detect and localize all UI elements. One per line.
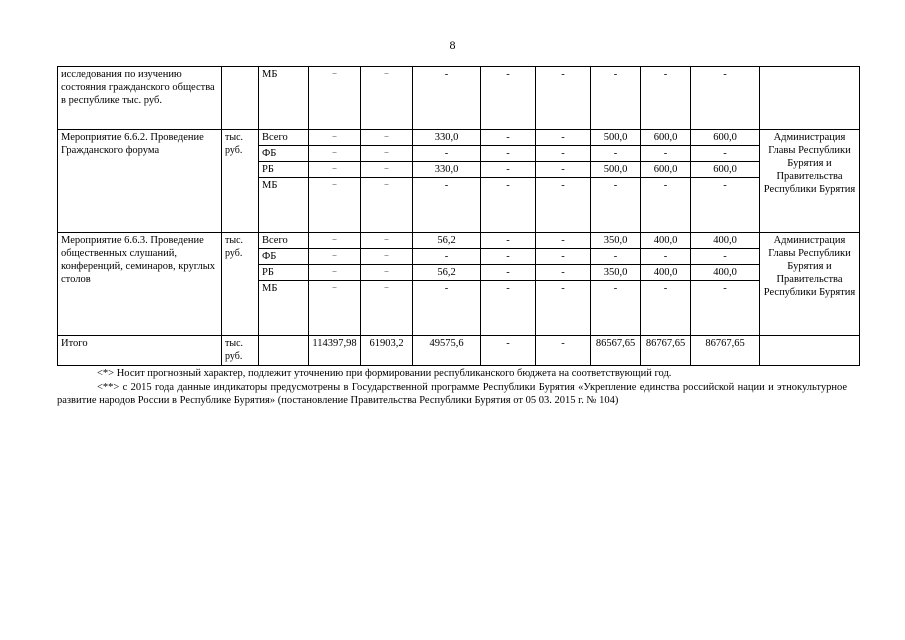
page-number: 8 [449,38,456,52]
value-cell: – [309,162,361,178]
value-cell: - [481,249,536,265]
value-cell: – [361,162,413,178]
source-cell: РБ [259,162,309,178]
value-cell: 400,0 [641,233,691,249]
value-cell: 61903,2 [361,336,413,366]
value-cell: - [413,249,481,265]
value-cell: - [536,233,591,249]
budget-table [57,66,860,366]
value-cell: 600,0 [691,162,760,178]
value-cell: 350,0 [591,265,641,281]
value-cell: 86567,65 [591,336,641,366]
value-cell: - [591,178,641,233]
footnote-2: <**> с 2015 года данные индикаторы предусмотрены в Государственной программе Республики Бурятия «Укрепление единства российской нации и этнокультурное развитие народов России в Республике Бурятия» (постановление Правительства Республики Бурятия от 05 03. 2015 г. № 104) [57,381,847,406]
source-cell: Всего [259,130,309,146]
value-cell: 400,0 [691,265,760,281]
value-cell: - [536,178,591,233]
value-cell: – [361,265,413,281]
value-cell: - [481,233,536,249]
unit-cell: тыс. руб. [222,130,259,233]
value-cell: 500,0 [591,130,641,146]
value-cell: - [413,178,481,233]
value-cell: - [536,162,591,178]
measure-name-cell: Мероприятие 6.6.3. Проведение общественных слушаний, конференций, семинаров, круглых столов [58,233,222,336]
table-row [58,233,860,249]
value-cell: - [691,67,760,130]
value-cell: 330,0 [413,130,481,146]
value-cell: – [309,265,361,281]
value-cell: 86767,65 [641,336,691,366]
measure-name-cell: Итого [58,336,222,366]
source-cell [259,336,309,366]
value-cell: - [536,336,591,366]
source-cell: МБ [259,67,309,130]
value-cell: - [691,249,760,265]
value-cell: - [641,249,691,265]
value-cell: 114397,98 [309,336,361,366]
value-cell: 500,0 [591,162,641,178]
responsible-cell [760,336,860,366]
value-cell: 56,2 [413,265,481,281]
value-cell: – [309,233,361,249]
source-cell: РБ [259,265,309,281]
table-row [58,67,860,130]
value-cell: – [361,67,413,130]
value-cell: - [641,178,691,233]
value-cell: - [591,249,641,265]
value-cell: - [481,281,536,336]
table-row [58,336,860,366]
value-cell: - [413,146,481,162]
responsible-cell: Администрация Главы Республики Бурятия и Правительства Республики Бурятия [760,233,860,336]
value-cell: – [361,178,413,233]
value-cell: 400,0 [641,265,691,281]
value-cell: - [536,281,591,336]
footnote-1: <*> Носит прогнозный характер, подлежит уточнению при формировании республиканского бюджета на соответствующий год. [97,368,672,379]
value-cell: – [309,249,361,265]
measure-name-cell: исследования по изучению состояния гражданского общества в республике тыс. руб. [58,67,222,130]
value-cell: - [641,281,691,336]
responsible-cell: Администрация Главы Республики Бурятия и Правительства Республики Бурятия [760,130,860,233]
value-cell: – [361,281,413,336]
value-cell: - [591,146,641,162]
value-cell: - [641,67,691,130]
table-row [58,130,860,146]
responsible-cell [760,67,860,130]
value-cell: – [309,67,361,130]
source-cell: МБ [259,178,309,233]
value-cell: - [691,178,760,233]
value-cell: - [481,130,536,146]
source-cell: ФБ [259,249,309,265]
value-cell: 49575,6 [413,336,481,366]
unit-cell: тыс. руб. [222,233,259,336]
value-cell: – [309,146,361,162]
value-cell: - [536,130,591,146]
value-cell: 600,0 [641,162,691,178]
unit-cell: тыс. руб. [222,336,259,366]
measure-name-cell: Мероприятие 6.6.2. Проведение Гражданского форума [58,130,222,233]
value-cell: 86767,65 [691,336,760,366]
value-cell: - [536,67,591,130]
footnotes [57,367,847,408]
value-cell: - [481,162,536,178]
value-cell: - [691,281,760,336]
value-cell: – [361,146,413,162]
value-cell: - [481,265,536,281]
value-cell: – [361,233,413,249]
value-cell: 350,0 [591,233,641,249]
source-cell: ФБ [259,146,309,162]
value-cell: - [481,178,536,233]
value-cell: - [591,281,641,336]
value-cell: 600,0 [691,130,760,146]
value-cell: - [413,67,481,130]
value-cell: - [481,336,536,366]
value-cell: - [536,249,591,265]
value-cell: – [361,249,413,265]
value-cell: - [691,146,760,162]
value-cell: 400,0 [691,233,760,249]
source-cell: Всего [259,233,309,249]
value-cell: 56,2 [413,233,481,249]
value-cell: - [591,67,641,130]
value-cell: - [641,146,691,162]
value-cell: - [481,146,536,162]
value-cell: - [481,67,536,130]
value-cell: 600,0 [641,130,691,146]
value-cell: - [413,281,481,336]
value-cell: – [309,178,361,233]
value-cell: 330,0 [413,162,481,178]
value-cell: – [361,130,413,146]
value-cell: - [536,265,591,281]
unit-cell [222,67,259,130]
value-cell: – [309,130,361,146]
value-cell: – [309,281,361,336]
value-cell: - [536,146,591,162]
source-cell: МБ [259,281,309,336]
